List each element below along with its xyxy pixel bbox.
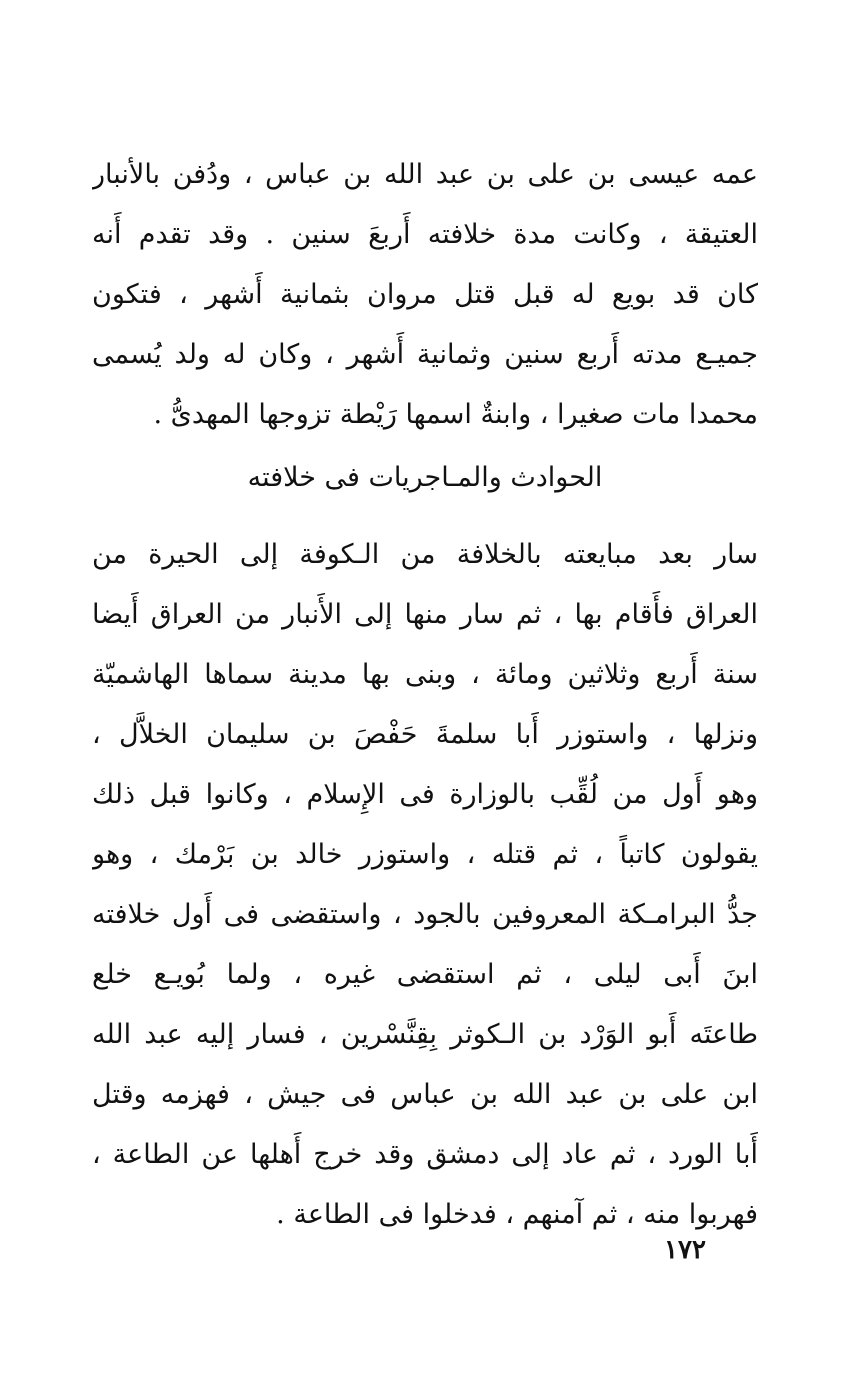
paragraph-1 (92, 145, 758, 445)
text-line: طاعتَه أَبو الوَرْد بن الـكوثر بِقِنَّسْرين ، فسار إليه عبد الله (92, 1019, 758, 1050)
text-line: فهربوا منه ، ثم آمنهم ، فدخلوا فى الطاعة . (276, 1199, 758, 1230)
text-line: سار بعد مبايعته بالخلافة من الـكوفة إلى الحيرة من (92, 539, 758, 570)
text-line: العراق فأَقام بها ، ثم سار منها إلى الأَنبار من العراق أَيضا (92, 599, 758, 630)
section-heading: الحوادث والمـاجريات فى خلافته (247, 462, 603, 493)
text-line: جميـع مدته أَربع سنين وثمانية أَشهر ، وكان له ولد يُسمى (92, 339, 758, 370)
paragraph-2 (92, 525, 758, 1245)
text-line: ابنَ أَبى ليلى ، ثم استقضى غيره ، ولما بُويـع خلع (92, 959, 758, 990)
text-line: العتيقة ، وكانت مدة خلافته أَربعَ سنين . وقد تقدم أَنه (92, 219, 758, 250)
text-line: كان قد بويع له قبل قتل مروان بثمانية أَشهر ، فتكون (92, 279, 758, 310)
text-line: جدُّ البرامـكة المعروفين بالجود ، واستقضى فى أَول خلافته (92, 899, 758, 930)
text-line: أَبا الورد ، ثم عاد إلى دمشق وقد خرج أَهلها عن الطاعة ، (92, 1139, 758, 1170)
text-line: عمه عيسى بن على بن عبد الله بن عباس ، ودُفن بالأنبار (92, 159, 758, 190)
text-line: يقولون كاتباً ، ثم قتله ، واستوزر خالد بن بَرْمك ، وهو (92, 839, 758, 870)
text-line: وهو أَول من لُقِّب بالوزارة فى الإِسلام ، وكانوا قبل ذلك (92, 779, 758, 810)
text-line: ونزلها ، واستوزر أَبا سلمةَ حَفْصَ بن سليمان الخلاَّل ، (92, 719, 758, 750)
text-line: سنة أَربع وثلاثين ومائة ، وبنى بها مدينة سماها الهاشميّة (92, 659, 758, 690)
text-line: ابن على بن عبد الله بن عباس فى جيش ، فهزمه وقتل (92, 1079, 758, 1110)
page-number: ١٧٢ (664, 1235, 706, 1265)
text-line: محمدا مات صغيرا ، وابنةٌ اسمها رَيْطة تزوجها المهدىُّ . (153, 399, 758, 430)
